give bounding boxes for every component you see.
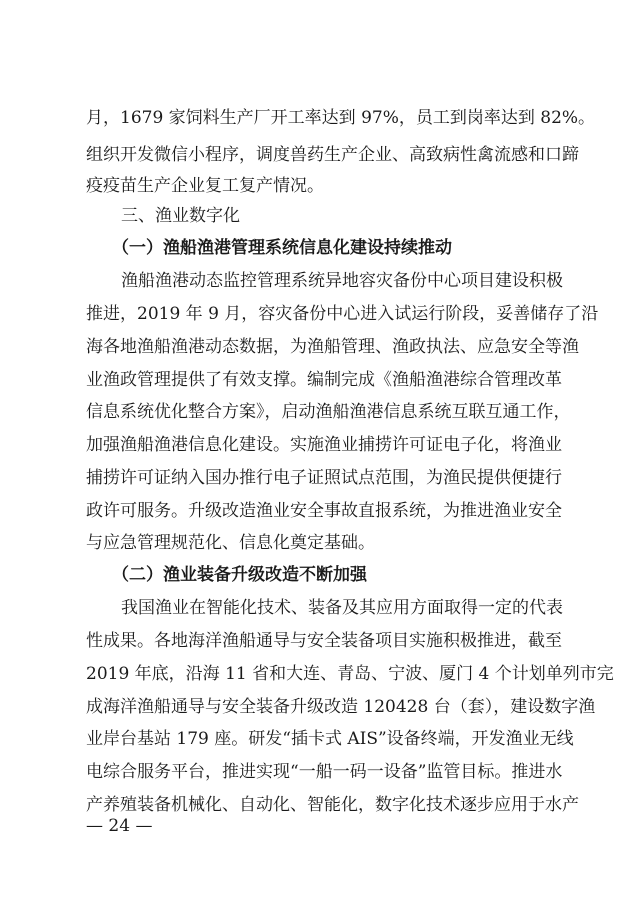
subsection-2-line-3: 2019 年底，沿海 11 省和大连、青岛、宁波、厦门 4 个计划单列市完	[86, 664, 614, 684]
subsection-1-line-5: 信息系统优化整合方案》，启动渔船渔港信息系统互联互通工作，	[86, 402, 571, 422]
subsection-1-line-2: 推进，2019 年 9 月，容灾备份中心进入试运行阶段，妥善储存了沿	[86, 304, 599, 324]
intro-line-3: 疫疫苗生产企业复工复产情况。	[86, 176, 324, 196]
subsection-2-line-4: 成海洋渔船通导与安全装备升级改造 120428 台（套），建设数字渔	[86, 697, 596, 717]
subsection-1-line-4: 业渔政管理提供了有效支撑。编制完成《渔船渔港综合管理改革	[86, 370, 562, 390]
subsection-1-line-8: 政许可服务。升级改造渔业安全事故直报系统，为推进渔业安全	[86, 501, 562, 521]
subsection-2-line-2: 性成果。各地海洋渔船通导与安全装备项目实施积极推进，截至	[86, 631, 562, 651]
subsection-1-line-3: 海各地渔船渔港动态数据，为渔船管理、渔政执法、应急安全等渔	[86, 337, 579, 357]
subsection-1-line-9: 与应急管理规范化、信息化奠定基础。	[86, 533, 375, 553]
intro-line-1: 月，1679 家饲料生产厂开工率达到 97%，员工到岗率达到 82%。	[86, 108, 596, 128]
subsection-1-line-1: 渔船渔港动态监控管理系统异地容灾备份中心项目建设积极	[121, 271, 563, 291]
subsection-2-line-1: 我国渔业在智能化技术、装备及其应用方面取得一定的代表	[121, 598, 563, 618]
page-number: — 24 —	[86, 816, 153, 836]
subsection-1-title: （一）渔船渔港管理系统信息化建设持续推动	[112, 238, 452, 258]
section-title: 三、渔业数字化	[121, 206, 240, 226]
subsection-1-line-7: 捕捞许可证纳入国办推行电子证照试点范围，为渔民提供便捷行	[86, 468, 562, 488]
subsection-1-line-6: 加强渔船渔港信息化建设。实施渔业捕捞许可证电子化，将渔业	[86, 435, 562, 455]
intro-line-2: 组织开发微信小程序，调度兽药生产企业、高致病性禽流感和口蹄	[86, 145, 579, 165]
subsection-2-line-5: 业岸台基站 179 座。研发“插卡式 AIS”设备终端，开发渔业无线	[86, 729, 574, 749]
subsection-2-line-6: 电综合服务平台，推进实现“一船一码一设备”监管目标。推进水	[86, 762, 563, 782]
subsection-2-title: （二）渔业装备升级改造不断加强	[112, 565, 367, 585]
subsection-2-line-7: 产养殖装备机械化、自动化、智能化，数字化技术逐步应用于水产	[86, 795, 579, 815]
